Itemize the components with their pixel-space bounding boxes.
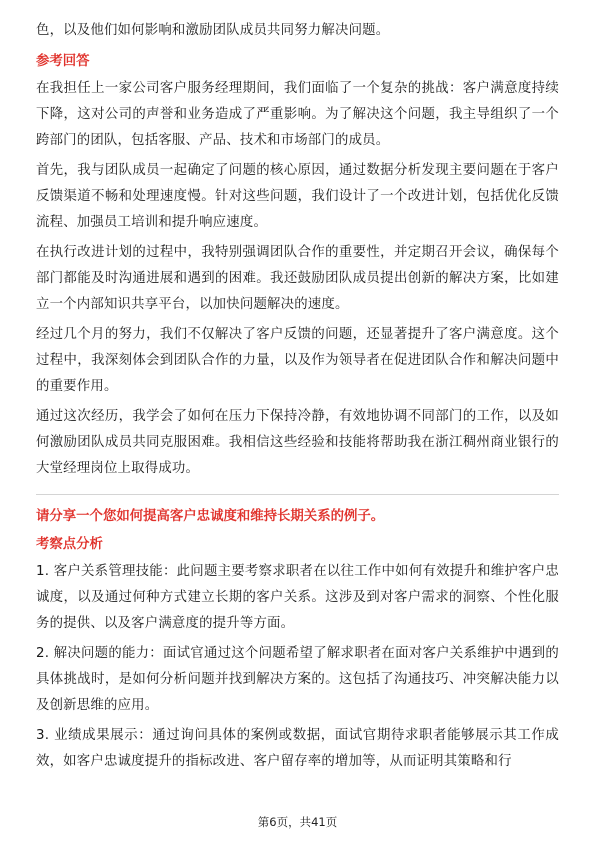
answer-paragraph: 在我担任上一家公司客户服务经理期间，我们面临了一个复杂的挑战：客户满意度持续下降，这对公司的声誉和业务造成了严重影响。为了解决这个问题，我主导组织了一个跨部门的团队，包括客服、产品、技术和市场部门的成员。 bbox=[36, 81, 559, 148]
analysis-item: 3. 业绩成果展示：通过询问具体的案例或数据，面试官期待求职者能够展示其工作成效，如客户忠诚度提升的指标改进、客户留存率的增加等，从而证明其策略和行 bbox=[36, 728, 559, 769]
analysis-heading: 考察点分析 bbox=[36, 537, 103, 552]
section-divider bbox=[36, 494, 559, 495]
question-title: 请分享一个您如何提高客户忠诚度和维持长期关系的例子。 bbox=[36, 509, 385, 524]
continued-text: 色，以及他们如何影响和激励团队成员共同努力解决问题。 bbox=[36, 23, 390, 38]
answer-paragraph: 在执行改进计划的过程中，我特别强调团队合作的重要性，并定期召开会议，确保每个部门都能及时沟通进展和遇到的困难。我还鼓励团队成员提出创新的解决方案，比如建立一个内部知识共享平台，以加快问题解决的速度。 bbox=[36, 245, 559, 312]
document-page bbox=[36, 18, 559, 779]
analysis-item: 1. 客户关系管理技能：此问题主要考察求职者在以往工作中如何有效提升和维护客户忠诚度，以及通过何种方式建立长期的客户关系。这涉及到对客户需求的洞察、个性化服务的提供、以及客户满意度的提升等方面。 bbox=[36, 564, 559, 631]
answer-paragraph: 首先，我与团队成员一起确定了问题的核心原因，通过数据分析发现主要问题在于客户反馈渠道不畅和处理速度慢。针对这些问题，我们设计了一个改进计划，包括优化反馈流程、加强员工培训和提升响应速度。 bbox=[36, 163, 559, 230]
answer-paragraph: 经过几个月的努力，我们不仅解决了客户反馈的问题，还显著提升了客户满意度。这个过程中，我深刻体会到团队合作的力量，以及作为领导者在促进团队合作和解决问题中的重要作用。 bbox=[36, 327, 559, 394]
answer-paragraph: 通过这次经历，我学会了如何在压力下保持冷静，有效地协调不同部门的工作，以及如何激励团队成员共同克服困难。我相信这些经验和技能将帮助我在浙江稠州商业银行的大堂经理岗位上取得成功。 bbox=[36, 409, 559, 476]
reference-answer-section bbox=[36, 50, 559, 482]
analysis-section bbox=[36, 533, 559, 775]
analysis-item: 2. 解决问题的能力：面试官通过这个问题希望了解求职者在面对客户关系维护中遇到的具体挑战时，是如何分析问题并找到解决方案的。这包括了沟通技巧、冲突解决能力以及创新思维的应用。 bbox=[36, 646, 559, 713]
page-number: 第6页，共41页 bbox=[257, 815, 338, 829]
reference-answer-heading: 参考回答 bbox=[36, 54, 90, 69]
